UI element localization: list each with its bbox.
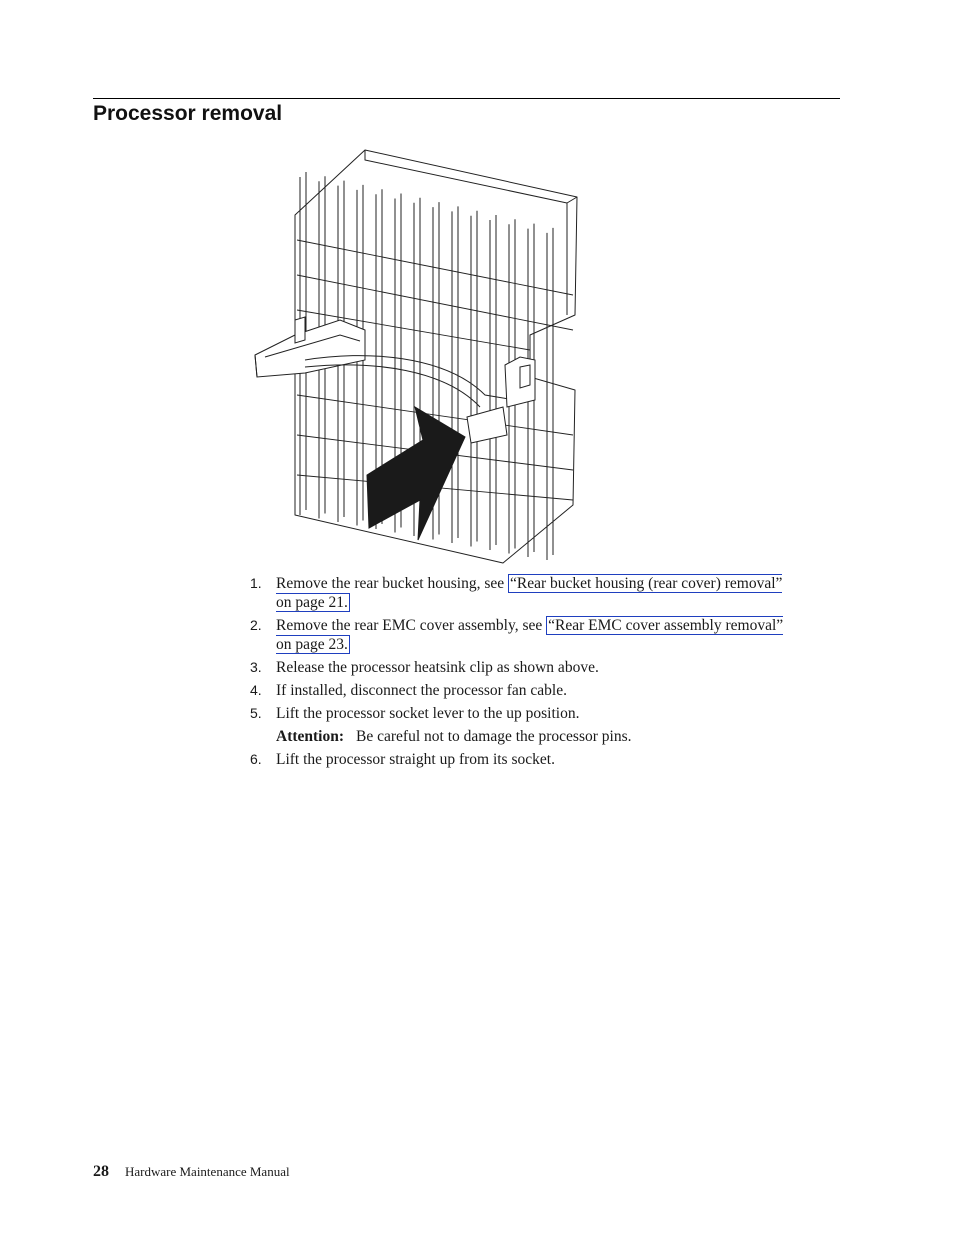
section-title: Processor removal bbox=[93, 102, 283, 125]
step-text: Remove the rear EMC cover assembly, see bbox=[276, 617, 547, 634]
manual-title: Hardware Maintenance Manual bbox=[125, 1164, 290, 1179]
step-text: Remove the rear bucket housing, see bbox=[276, 575, 508, 592]
section-rule bbox=[93, 98, 840, 99]
step-number: 1. bbox=[250, 575, 262, 591]
step-text: If installed, disconnect the processor fan cable. bbox=[276, 682, 567, 699]
page-number: 28 bbox=[93, 1163, 109, 1180]
step-5 bbox=[250, 704, 790, 723]
heatsink-removal-illustration bbox=[245, 145, 585, 565]
rear-bucket-housing-link[interactable]: “Rear bucket housing (rear cover) removal” on page 21. bbox=[276, 575, 783, 611]
step-text: Lift the processor socket lever to the up position. bbox=[276, 705, 580, 722]
attention-label: Attention: bbox=[276, 728, 345, 745]
attention-note bbox=[250, 727, 790, 746]
step-4 bbox=[250, 681, 790, 700]
step-6 bbox=[250, 750, 790, 769]
rear-emc-cover-link[interactable]: “Rear EMC cover assembly removal” on page 23. bbox=[276, 617, 784, 653]
step-text: Lift the processor straight up from its socket. bbox=[276, 751, 555, 768]
step-3 bbox=[250, 658, 790, 677]
procedure-steps bbox=[250, 574, 790, 773]
step-text: Release the processor heatsink clip as shown above. bbox=[276, 659, 599, 676]
step-number: 2. bbox=[250, 617, 262, 633]
step-number: 4. bbox=[250, 682, 262, 698]
step-1 bbox=[250, 574, 790, 612]
attention-text: Be careful not to damage the processor pins. bbox=[356, 728, 632, 745]
step-number: 3. bbox=[250, 659, 262, 675]
step-2 bbox=[250, 616, 790, 654]
step-number: 6. bbox=[250, 751, 262, 767]
page-footer bbox=[93, 1162, 290, 1182]
step-number: 5. bbox=[250, 705, 262, 721]
